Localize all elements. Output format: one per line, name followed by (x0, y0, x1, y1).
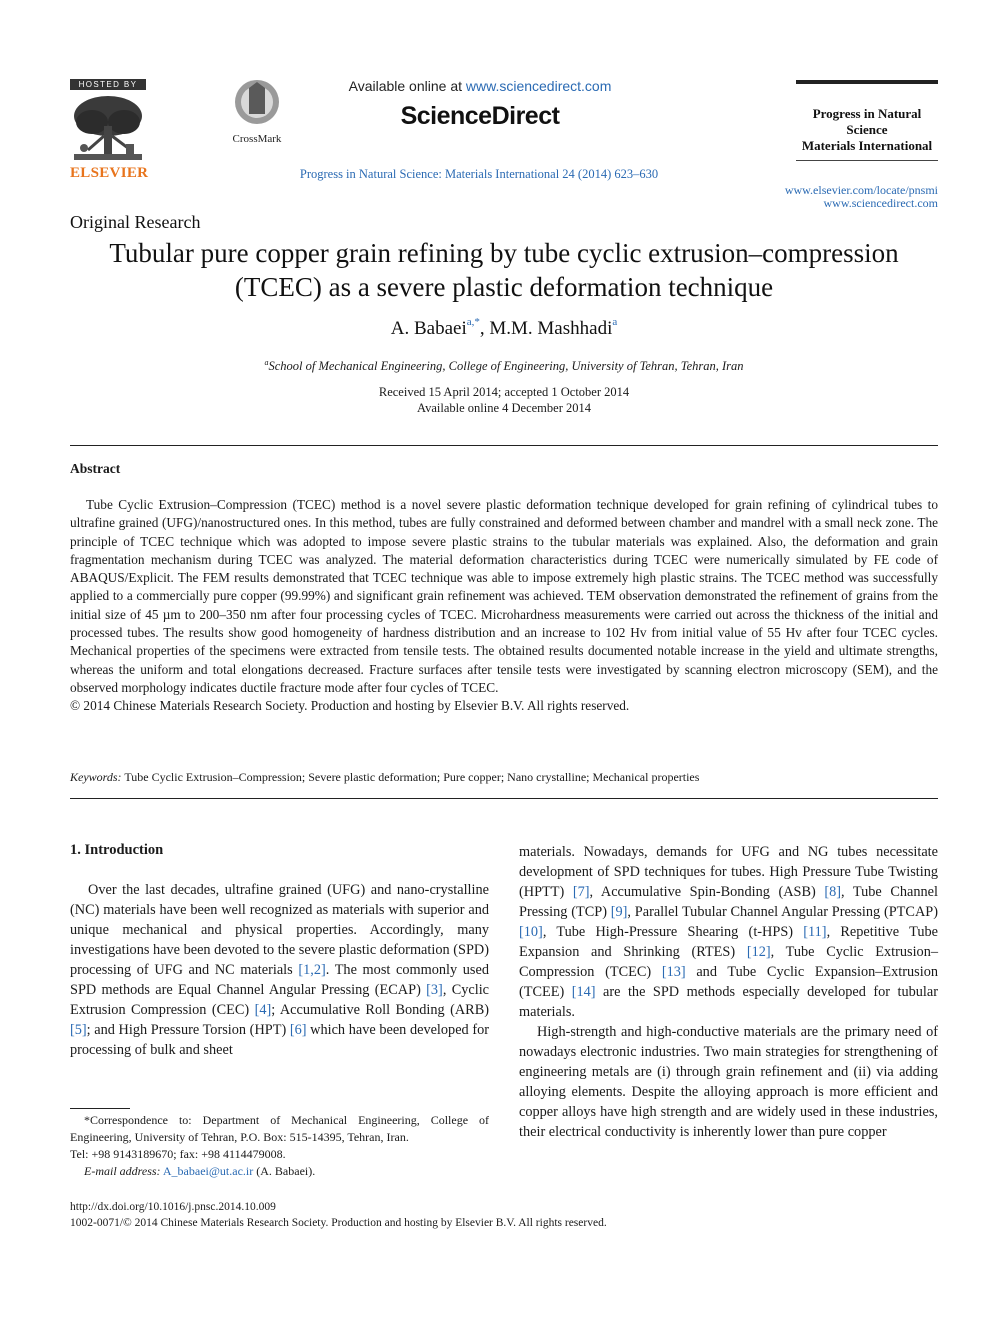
keywords-label: Keywords: (70, 770, 122, 784)
author-name[interactable]: A. Babaei (390, 318, 467, 339)
text-run: ; and High Pressure Torsion (HPT) (86, 1022, 290, 1038)
sciencedirect-logo: ScienceDirect (400, 102, 560, 130)
crossmark-icon (231, 78, 283, 126)
footnote-rule (70, 1108, 130, 1109)
email-link[interactable]: A_babaei@ut.ac.ir (162, 1164, 254, 1178)
section-heading: 1. Introduction (70, 842, 164, 858)
journal-links (700, 184, 938, 210)
author-list (70, 318, 938, 340)
correspondence-address: *Correspondence to: Department of Mechanical Engineering, College of Engineering, University of Tehran, P.O. Box: 515-14395, Tehran, Iran. (70, 1113, 489, 1144)
journal-box-line3: Materials International (801, 138, 933, 153)
available-online-date: Available online 4 December 2014 (416, 401, 591, 415)
available-prefix: Available online at (348, 78, 466, 94)
abstract-text: Tube Cyclic Extrusion–Compression (TCEC) method is a novel severe plastic deformation technique developed for grain refining of cylindrical tubes to ultrafine grained (UFG)/nanostructured ones. In this method, tubes are fully constrained and deformed between chamber and mandrel with a small neck zone. The principle of TCEC technique which was adopted to impose severe plastic strains to the tubular materials was explained. Also, the deformation and grain fragmentation mechanism during TCEC was analyzed. The material deformation characteristics during TCEC were numerically simulated by FE code of ABAQUS/Explicit. The FEM results demonstrated that TCEC technique was able to impose extremely high plastic strains. The TCEC method was successfully applied to a commercially pure copper (99.99%) and significant grain refinement was achieved. TEM observation demonstrated the refinement of grains from the initial size of 45 µm to 200–350 nm after four processing cycles of TCEC. Microhardness measurements were carried out across the thickness of the initial and processed tubes. The results show good homogeneity of hardness distribution and an increase to 102 Hv from initial value of 55 Hv after four TCEC cycles. Mechanical properties of the specimens were extracted from tensile tests. The obtained results documented notable increase in the yield and ultimate strengths, whereas the uniform and total elongations decreased. Fracture surfaces after tensile tests were investigated by scanning electron microscopy (SEM), and the observed morphology indicates ductile fracture mode after four cycles of TCEC. (70, 497, 938, 695)
crossmark-badge[interactable] (228, 78, 286, 145)
citation-link[interactable]: [12] (746, 944, 771, 960)
title-line-1: Tubular pure copper grain refining by tube cyclic extrusion–compression (109, 238, 899, 268)
text-run: which have been developed for processing of bulk and sheet (70, 1022, 489, 1058)
elsevier-logo-text: ELSEVIER (70, 165, 149, 181)
text-run: , Tube High-Pressure Shearing (t-HPS) (542, 924, 804, 940)
text-run: , Cyclic Extrusion Compression (CEC) (70, 982, 490, 1018)
correspondence-phone: Tel: +98 9143189670; fax: +98 4114479008. (70, 1147, 286, 1161)
citation-link[interactable]: [10] (519, 924, 543, 940)
citation-link[interactable]: [1,2] (298, 962, 326, 978)
keywords (70, 770, 938, 785)
article-type: Original Research (70, 212, 201, 232)
citation-link[interactable]: [4] (254, 1002, 272, 1018)
abstract-body (70, 496, 938, 716)
divider (70, 798, 938, 799)
divider (70, 445, 938, 446)
text-run: . The most commonly used SPD methods are Equal Channel Angular Pressing (ECAP) (70, 962, 489, 998)
citation-link[interactable]: [14] (571, 984, 596, 1000)
citation-link[interactable]: [7] (572, 884, 590, 900)
text-run: ; Accumulative Roll Bonding (ARB) (271, 1002, 490, 1018)
citation-link[interactable]: [6] (289, 1022, 307, 1038)
email-label: E-mail address: (84, 1164, 161, 1178)
article-title (70, 236, 938, 304)
journal-box-line1: Progress in Natural (812, 106, 922, 121)
abstract-copyright: © 2014 Chinese Materials Research Society. Production and hosting by Elsevier B.V. All rights reserved. (70, 698, 630, 714)
intro-paragraph: High-strength and high-conductive materials are the primary need of nowadays electronic industries. Two main strategies for strengthening of engineering metals are (i) through grain refinement and (ii) via adding alloying elements. Despite the alloying approach is more efficient and copper alloys have high strength and are widely used in these industries, their electrical conductivity is inherently lower than pure copper (519, 1024, 938, 1140)
text-run: are the SPD methods especially developed for tubular materials. (519, 984, 938, 1020)
journal-box-bottom-rule (796, 160, 938, 161)
intro-left-column (70, 880, 489, 1060)
intro-paragraph (70, 880, 489, 1060)
intro-right-column (519, 842, 938, 1142)
sciencedirect-link[interactable]: www.sciencedirect.com (823, 196, 938, 210)
correspondence-footnote (70, 1112, 489, 1180)
text-run: , Repetitive Tube Expansion and Shrinking (RTES) (519, 924, 938, 960)
abstract-heading: Abstract (70, 461, 121, 476)
text-run: Over the last decades, ultrafine grained (UFG) and nano-crystalline (NC) materials have been well recognized as materials with superior and unique mechanical and physical properties. Accordingly, many investigations have been devoted to the severe plastic deformation (SPD) processing of UFG and NC materials (70, 882, 489, 978)
text-run: materials. Nowadays, demands for UFG and NG tubes necessitate development of SPD techniques for tubes. High Pressure Tube Twisting (HPTT) (519, 844, 938, 900)
available-online-line (290, 78, 670, 94)
citation-link[interactable]: [11] (803, 924, 827, 940)
intro-paragraph (519, 842, 938, 1022)
journal-title-box (796, 80, 938, 161)
text-run: and Tube Cyclic Expansion–Extrusion (TCEE) (519, 964, 938, 1000)
article-dates (70, 384, 938, 416)
citation-link[interactable]: [9] (610, 904, 628, 920)
correspondence-email-line (70, 1163, 489, 1180)
author-affil-marker[interactable]: a,* (466, 316, 480, 328)
text-run: , Accumulative Spin-Bonding (ASB) (589, 884, 825, 900)
elsevier-locate-link[interactable]: www.elsevier.com/locate/pnsmi (784, 183, 938, 197)
text-run: , Tube Cyclic Extrusion–Compression (TCEC) (519, 944, 938, 980)
citation-link[interactable]: [13] (661, 964, 686, 980)
hosted-by-label: HOSTED BY (70, 79, 146, 90)
issn-copyright: 1002-0071/© 2014 Chinese Materials Research Society. Production and hosting by Elsevier B.V. All rights reserved. (70, 1217, 607, 1229)
author-separator: , (479, 318, 490, 339)
elsevier-tree-logo (70, 92, 146, 164)
citation-link[interactable]: [3] (426, 982, 443, 998)
affiliation-marker: a (264, 358, 269, 367)
author-name[interactable]: M.M. Mashhadi (489, 318, 613, 339)
doi-link[interactable]: http://dx.doi.org/10.1016/j.pnsc.2014.10.009 (70, 1201, 276, 1213)
crossmark-label: CrossMark (232, 133, 282, 145)
keywords-text: Tube Cyclic Extrusion–Compression; Severe plastic deformation; Pure copper; Nano crystalline; Mechanical properties (121, 770, 700, 784)
affiliation-text: School of Mechanical Engineering, College of Engineering, University of Tehran, Tehran, Iran (268, 359, 744, 374)
page-footer (70, 1199, 938, 1231)
citation-link[interactable]: [8] (824, 884, 842, 900)
affiliation (70, 358, 938, 374)
email-suffix: (A. Babaei). (253, 1164, 316, 1178)
received-accepted-dates: Received 15 April 2014; accepted 1 October 2014 (378, 385, 630, 399)
text-run: , Tube Channel Pressing (TCP) (519, 884, 938, 920)
journal-citation-link[interactable]: Progress in Natural Science: Materials International 24 (2014) 623–630 (299, 167, 659, 181)
author-affil-marker[interactable]: a (612, 316, 618, 328)
text-run: , Parallel Tubular Channel Angular Pressing (PTCAP) (627, 904, 938, 920)
journal-box-line2: Science (846, 122, 888, 137)
sciencedirect-url-link[interactable]: www.sciencedirect.com (465, 78, 612, 94)
journal-box-title (796, 84, 938, 160)
title-line-2: (TCEC) as a severe plastic deformation technique (234, 272, 774, 302)
citation-link[interactable]: [5] (70, 1022, 87, 1038)
